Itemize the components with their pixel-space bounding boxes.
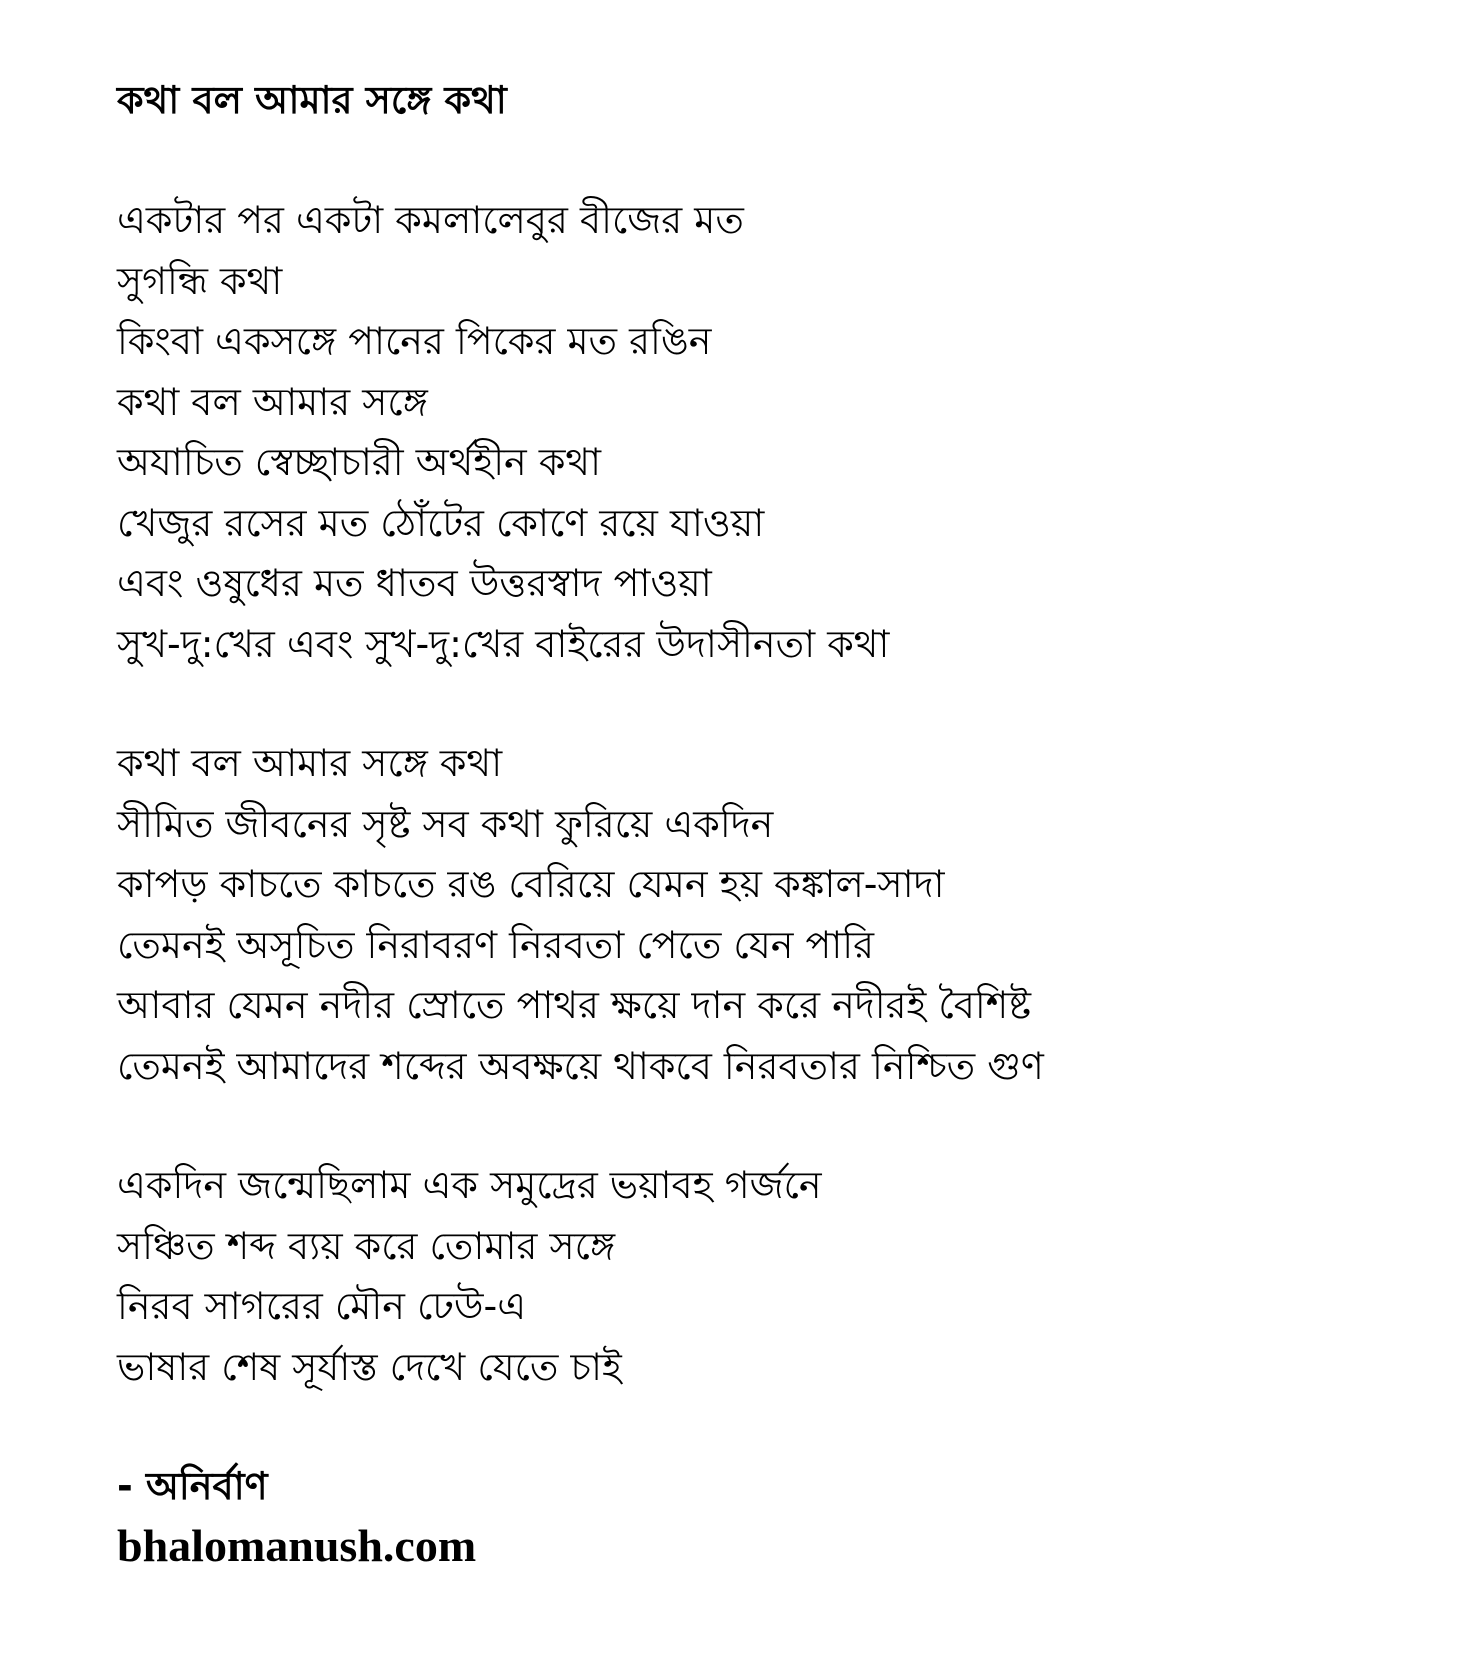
poem-line: সীমিত জীবনের সৃষ্ট সব কথা ফুরিয়ে একদিন [117,801,774,846]
poem-line: সুগন্ধি কথা [117,258,283,303]
poem-line: অযাচিত স্বেচ্ছাচারী অর্থহীন কথা [117,440,602,484]
poem-line: নিরব সাগরের মৌন ঢেউ-এ [117,1284,527,1328]
poem-line: কথা বল আমার সঙ্গে [117,379,428,424]
poem-author: - অনির্বাণ [117,1464,268,1508]
stanza-1 [117,190,1417,674]
poem-title: কথা বল আমার সঙ্গে কথা [117,78,507,122]
poem-line: আবার যেমন নদীর স্রোতে পাথর ক্ষয়ে দান করে নদীরই বৈশিষ্ট [117,983,1032,1027]
poem-line: একদিন জন্মেছিলাম এক সমুদ্রের ভয়াবহ গর্জনে [117,1163,822,1207]
poem-page [117,70,1417,1576]
poem-line: ভাষার শেষ সূর্যাস্ত দেখে যেতে চাই [117,1344,622,1389]
poem-line: সুখ-দু:খের এবং সুখ-দু:খের বাইরের উদাসীনতা কথা [117,621,890,666]
poem-line: একটার পর একটা কমলালেবুর বীজের মত [117,198,744,242]
website-name: bhalomanush.com [117,1520,477,1571]
stanza-3 [117,1155,1417,1397]
poem-line: তেমনই অসূচিত নিরাবরণ নিরবতা পেতে যেন পারি [117,922,875,967]
stanza-2 [117,733,1417,1096]
poem-line: কিংবা একসঙ্গে পানের পিকের মত রঙিন [117,319,712,363]
poem-line: কাপড় কাচতে কাচতে রঙ বেরিয়ে যেমন হয় কঙ্কাল-সাদা [117,862,945,906]
poem-line: সঞ্চিত শব্দ ব্যয় করে তোমার সঙ্গে [117,1223,616,1268]
poem-line: এবং ওষুধের মত ধাতব উত্তরস্বাদ পাওয়া [117,561,712,605]
poem-line: খেজুর রসের মত ঠোঁটের কোণে রয়ে যাওয়া [117,500,765,545]
poem-line: কথা বল আমার সঙ্গে কথা [117,741,503,785]
poem-line: তেমনই আমাদের শব্দের অবক্ষয়ে থাকবে নিরবতার নিশ্চিত গুণ [117,1043,1044,1088]
